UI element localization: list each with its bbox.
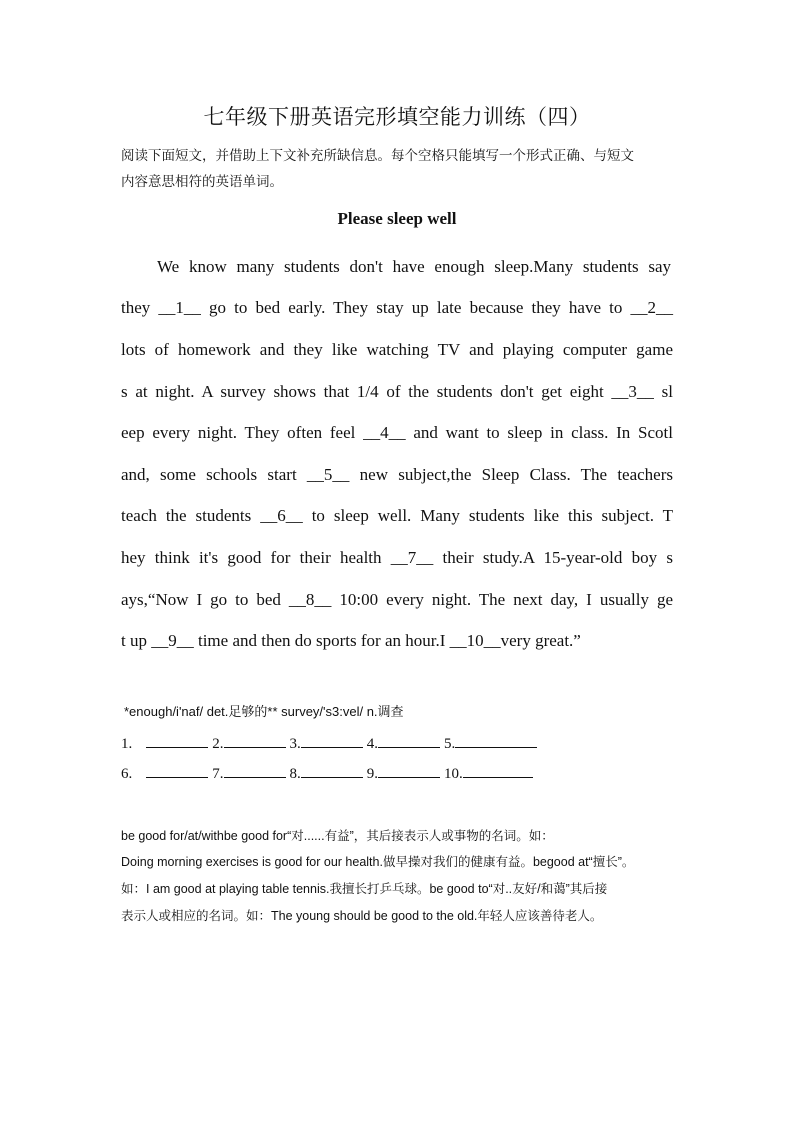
answer-blank[interactable]: [301, 733, 363, 748]
passage-line-4: s at night. A survey shows that 1/4 of the students don't get eight __3__ sl: [121, 382, 673, 401]
answer-number: 7.: [212, 766, 224, 782]
answer-item: [290, 763, 367, 783]
answer-item: [121, 763, 212, 783]
answer-item: [290, 733, 367, 753]
instruction-line-2: 内容意思相符的英语单词。: [121, 174, 283, 190]
answer-blank[interactable]: [146, 733, 208, 748]
passage-line-2: they __1__ go to bed early. They stay up late because they have to __2__: [121, 298, 673, 317]
answer-blank[interactable]: [463, 763, 533, 778]
passage-line-7: teach the students __6__ to sleep well. Many students like this subject. T: [121, 506, 673, 525]
answer-blank[interactable]: [378, 763, 440, 778]
passage-line-9: ays,“Now I go to bed __8__ 10:00 every night. The next day, I usually ge: [121, 590, 673, 609]
answer-blank[interactable]: [224, 763, 286, 778]
grammar-note-line-1: be good for/at/withbe good for“对......有益”，其后接表示人或事物的名词。如：: [121, 829, 554, 843]
passage-line-8: hey think it's good for their health __7__ their study.A 15-year-old boy s: [121, 548, 673, 567]
grammar-note-line-4: 表示人或相应的名词。如：The young should be good to the old.年轻人应该善待老人。: [121, 909, 603, 923]
answer-row-1: [121, 733, 541, 753]
answer-number: 8.: [289, 766, 301, 782]
answer-blank[interactable]: [455, 733, 537, 748]
answer-number: 3.: [289, 736, 301, 752]
answer-item: [121, 733, 212, 753]
answer-item: [367, 763, 444, 783]
answer-number: 9.: [366, 766, 378, 782]
answer-blank[interactable]: [378, 733, 440, 748]
answer-item: [444, 763, 537, 783]
answer-row-2: [121, 763, 537, 783]
answer-item: [367, 733, 444, 753]
answer-number: 4.: [366, 736, 378, 752]
answer-number: 5.: [444, 736, 456, 752]
answer-number: 1.: [121, 736, 133, 752]
passage-line-5: eep every night. They often feel __4__ and want to sleep in class. In Scotl: [121, 423, 673, 442]
answer-number: 6.: [121, 766, 133, 782]
answer-item: [212, 733, 289, 753]
grammar-note-line-3: 如：I am good at playing table tennis.我擅长打乒乓球。be good to“对..友好/和蔼”其后接: [121, 882, 608, 896]
answer-blank[interactable]: [301, 763, 363, 778]
answer-number: 2.: [212, 736, 224, 752]
instruction-line-1: 阅读下面短文，并借助上下文补充所缺信息。每个空格只能填写一个形式正确、与短文: [121, 148, 634, 164]
passage-line-3: lots of homework and they like watching TV and playing computer game: [121, 340, 673, 359]
grammar-note-line-2: Doing morning exercises is good for our health.做早操对我们的健康有益。begood at“擅长”。: [121, 855, 635, 869]
answer-number: 10.: [444, 766, 463, 782]
answer-blank[interactable]: [146, 763, 208, 778]
answer-item: [444, 733, 541, 753]
passage-line-10: t up __9__ time and then do sports for an hour.I __10__very great.”: [121, 631, 581, 650]
answer-blank[interactable]: [224, 733, 286, 748]
answer-item: [212, 763, 289, 783]
passage-title: Please sleep well: [337, 209, 457, 228]
passage-line-1: We know many students don't have enough sleep.Many students say: [157, 257, 671, 276]
vocabulary-note: *enough/i'naf/ det.足够的** survey/'s3:vel/ n.调查: [124, 704, 404, 719]
page-title: 七年级下册英语完形填空能力训练（四）: [203, 105, 591, 129]
passage-line-6: and, some schools start __5__ new subject,the Sleep Class. The teachers: [121, 465, 673, 484]
